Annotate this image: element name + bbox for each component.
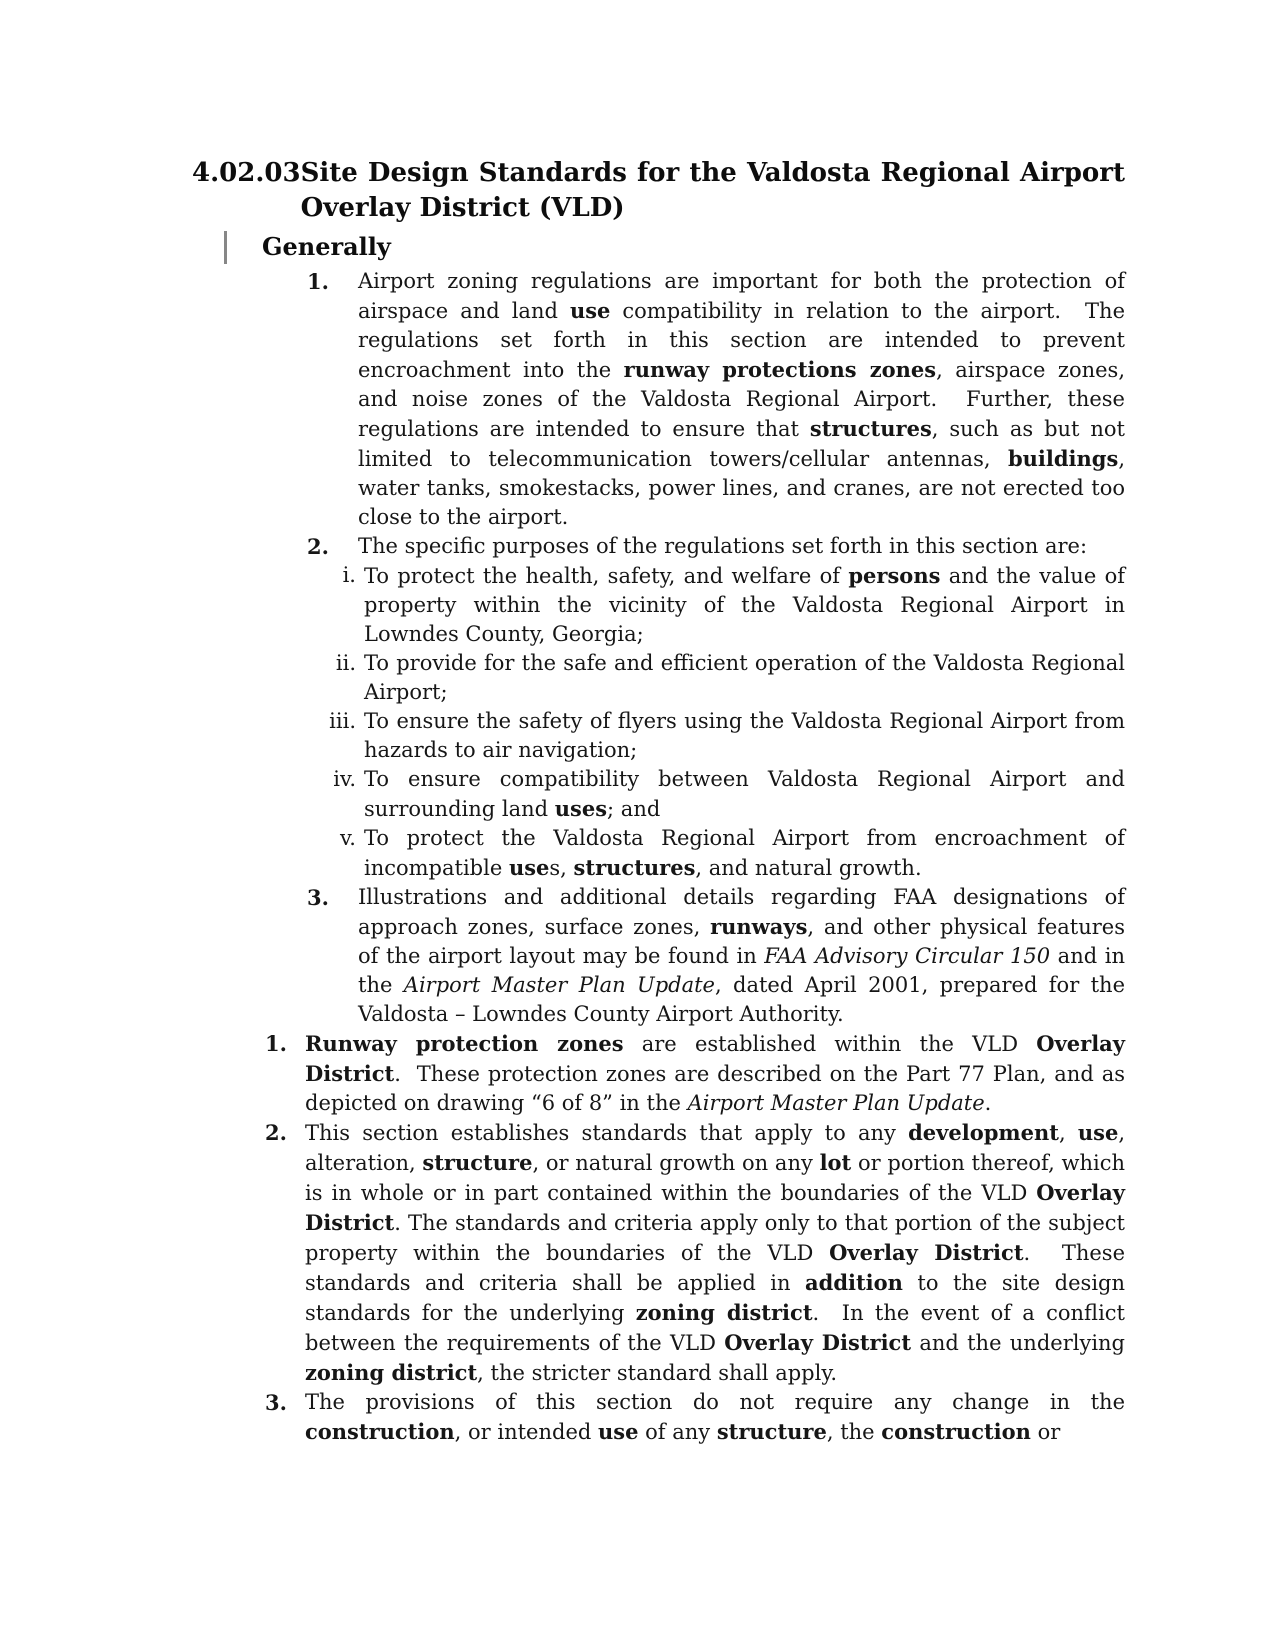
item-number: 2. (265, 1120, 287, 1145)
sublist-text: To protect the health, safety, and welfare of persons and the value of property within the vicinity of the Valdosta Regional Airport in Lowndes County, Georgia; (364, 563, 1125, 646)
sublist-item (335, 649, 1125, 707)
item-text: The provisions of this section do not require any change in the construction, or intended use of any structure, the construction or (305, 1390, 1125, 1444)
sublist-number: v. (339, 826, 356, 850)
item-number: 3. (307, 885, 329, 910)
list-item (307, 267, 1125, 532)
sublist-item (329, 707, 1125, 765)
sublist-text: To ensure the safety of flyers using the Valdosta Regional Airport from hazards to air navigation; (364, 709, 1125, 762)
list-item (265, 1029, 1125, 1118)
item-body (358, 267, 1125, 532)
heading-row (192, 230, 1125, 263)
item-text: Airport zoning regulations are important for both the protection of airspace and land use compatibility in relation to the airport. The regulations set forth in this section are intended to prevent encroachment into the runway protections zones, airspace zones, and noise zones of the Valdosta Regional Airport. Further, these regulations are intended to ensure that structures, such as but not limited to telecommunication towers/cellular antennas, buildings, water tanks, smokestacks, power lines, and cranes, are not erected too close to the airport. (358, 269, 1126, 529)
heading-generally: Generally (262, 232, 391, 261)
section-number: 4.02.03 (192, 158, 301, 188)
revision-bar (224, 231, 227, 264)
sublist-text: To protect the Valdosta Regional Airport from encroachment of incompatible uses, structures, and natural growth. (364, 826, 1125, 880)
item-number: 2. (307, 534, 329, 559)
list-item (265, 1118, 1125, 1388)
sublist-number: iv. (333, 767, 356, 791)
list-item (307, 532, 1125, 883)
item-text: Illustrations and additional details regarding FAA designations of approach zones, surface zones, runways, and other physical features of the airport layout may be found in FAA Advisory Circular 150 and in the Airport Master Plan Update, dated April 2001, prepared for the Valdosta – Lowndes County Airport Authority. (358, 885, 1126, 1026)
sublist-number: ii. (335, 651, 356, 675)
sublist-text: To ensure compatibility between Valdosta Regional Airport and surrounding land uses; and (364, 767, 1125, 821)
page-content (192, 156, 1125, 1447)
item-body (358, 883, 1125, 1029)
list-item (307, 883, 1125, 1029)
item-body (329, 532, 1125, 883)
item-body (305, 1029, 1125, 1118)
section-title-text (301, 156, 1125, 226)
section-title (192, 156, 1125, 226)
sublist-item (339, 824, 1125, 883)
sublist-text: To provide for the safe and efficient operation of the Valdosta Regional Airport; (364, 651, 1125, 704)
sublist-item (342, 561, 1125, 649)
sublist-number: iii. (329, 709, 356, 733)
item-text: Runway protection zones are established within the VLD Overlay District. These protection zones are described on the Part 77 Plan, and as depicted on drawing “6 of 8” in the Airport Master Plan Update. (305, 1031, 1125, 1115)
standards-list (265, 1029, 1125, 1447)
item-number: 1. (307, 269, 329, 294)
section-title-line2: Overlay District (VLD) (300, 193, 625, 223)
list-item (265, 1388, 1125, 1447)
item-text: This section establishes standards that apply to any development, use, alteration, structure, or natural growth on any lot or portion thereof, which is in whole or in part contained within the boundaries of the VLD Overlay District. The standards and criteria apply only to that portion of the subject property within the boundaries of the VLD Overlay District. These standards and criteria shall be applied in addition to the site design standards for the underlying zoning district. In the event of a conflict between the requirements of the VLD Overlay District and the underlying zoning district, the stricter standard shall apply. (305, 1120, 1126, 1385)
item-number: 3. (265, 1390, 287, 1415)
purpose-sublist (329, 561, 1125, 883)
sublist-number: i. (342, 563, 356, 587)
item-number: 1. (265, 1031, 287, 1056)
section-title-line1: Site Design Standards for the Valdosta Regional Airport (300, 158, 1125, 188)
item-text: The specific purposes of the regulations set forth in this section are: (358, 534, 1088, 558)
item-body (305, 1388, 1125, 1447)
general-provisions-list (307, 267, 1125, 1029)
sublist-item (333, 765, 1125, 824)
item-body (305, 1118, 1125, 1388)
